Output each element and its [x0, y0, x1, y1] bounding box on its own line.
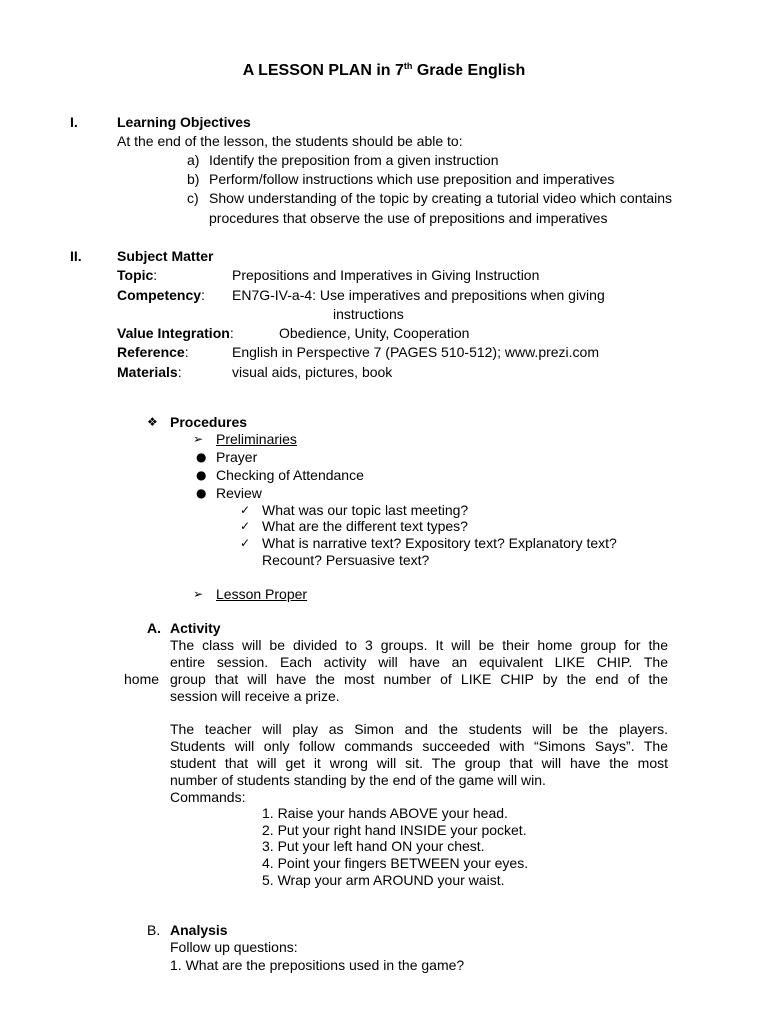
bullet-prayer: Prayer: [216, 449, 258, 465]
topic-value: Prepositions and Imperatives in Giving Instruction: [232, 267, 540, 283]
command-3: 3. Put your left hand ON your chest.: [262, 838, 485, 854]
objective-c-text: Show understanding of the topic by creating a tutorial video which contains: [209, 190, 673, 206]
activity-para2-line1: The teacher will play as Simon and the students will be the players.: [170, 721, 668, 737]
activity-para1-line3: group that will have the most number of LIKE CHIP by the end of the: [170, 671, 668, 687]
bullet-attendance: Checking of Attendance: [216, 467, 364, 483]
objective-c-continuation: procedures that observe the use of prepositions and imperatives: [209, 210, 608, 226]
check-icon: ✓: [240, 519, 251, 533]
activity-para2-line3: student that will get it wrong will sit. The group that will have the most: [170, 755, 668, 771]
analysis-marker: B.: [147, 922, 161, 938]
analysis-intro: Follow up questions:: [170, 939, 298, 955]
analysis-question-1: 1. What are the prepositions used in the game?: [170, 957, 465, 973]
materials-label: Materials:: [117, 364, 182, 380]
preliminaries-heading: Preliminaries: [216, 431, 297, 447]
activity-marker: A.: [147, 620, 161, 636]
activity-heading: Activity: [170, 620, 221, 636]
reference-value: English in Perspective 7 (PAGES 510-512); www.prezi.com: [232, 344, 600, 360]
bullet-icon: ●: [196, 450, 207, 464]
diamond-bullet-icon: ❖: [147, 415, 158, 429]
activity-para2-line4: number of students standing by the end of the game will win.: [170, 772, 546, 788]
review-question-2: What are the different text types?: [262, 518, 468, 534]
review-question-1: What was our topic last meeting?: [262, 502, 469, 518]
procedures-heading: Procedures: [170, 414, 248, 430]
section-2-heading: Subject Matter: [117, 248, 214, 264]
objective-a-text: Identify the preposition from a given instruction: [209, 152, 499, 168]
command-4: 4. Point your fingers BETWEEN your eyes.: [262, 855, 529, 871]
topic-label: Topic:: [117, 267, 158, 283]
objective-b-marker: b): [187, 171, 200, 187]
review-question-3: What is narrative text? Expository text? Explanatory text?: [262, 535, 617, 551]
activity-para1-line2: entire session. Each activity will have an equivalent LIKE CHIP. The: [170, 654, 668, 670]
value-integration-label: Value Integration:: [117, 325, 234, 341]
arrow-bullet-icon: ➢: [193, 587, 204, 601]
review-question-3-continuation: Recount? Persuasive text?: [262, 552, 430, 568]
lesson-proper-heading: Lesson Proper: [216, 586, 308, 602]
competency-value: EN7G-IV-a-4: Use imperatives and prepositions when giving: [232, 287, 605, 303]
section-1-heading: Learning Objectives: [117, 114, 251, 130]
competency-continuation: instructions: [333, 306, 404, 322]
objective-c-marker: c): [187, 190, 199, 206]
command-5: 5. Wrap your arm AROUND your waist.: [262, 872, 505, 888]
value-integration-value: Obedience, Unity, Cooperation: [279, 325, 470, 341]
check-icon: ✓: [240, 503, 251, 517]
bullet-review: Review: [216, 485, 262, 501]
competency-label: Competency:: [117, 287, 205, 303]
arrow-bullet-icon: ➢: [193, 432, 204, 446]
activity-margin-word: home: [124, 671, 160, 687]
command-2: 2. Put your right hand INSIDE your pocket.: [262, 822, 527, 838]
section-2-numeral: II.: [70, 248, 82, 264]
commands-label: Commands:: [170, 789, 246, 805]
objective-a-marker: a): [187, 152, 200, 168]
objectives-intro: At the end of the lesson, the students should be able to:: [117, 133, 463, 149]
objective-b-text: Perform/follow instructions which use preposition and imperatives: [209, 171, 615, 187]
materials-value: visual aids, pictures, book: [232, 364, 393, 380]
page-title: A LESSON PLAN in 7th Grade English: [242, 61, 526, 79]
bullet-icon: ●: [196, 486, 207, 500]
command-1: 1. Raise your hands ABOVE your head.: [262, 805, 508, 821]
check-icon: ✓: [240, 536, 251, 550]
reference-label: Reference:: [117, 344, 189, 360]
analysis-heading: Analysis: [170, 922, 228, 938]
section-1-numeral: I.: [70, 114, 78, 130]
bullet-icon: ●: [196, 468, 207, 482]
activity-para1-line4: session will receive a prize.: [170, 688, 340, 704]
activity-para2-line2: Students will only follow commands succeeded with “Simons Says”. The: [170, 738, 668, 754]
activity-para1-line1: The class will be divided to 3 groups. It will be their home group for the: [170, 637, 668, 653]
